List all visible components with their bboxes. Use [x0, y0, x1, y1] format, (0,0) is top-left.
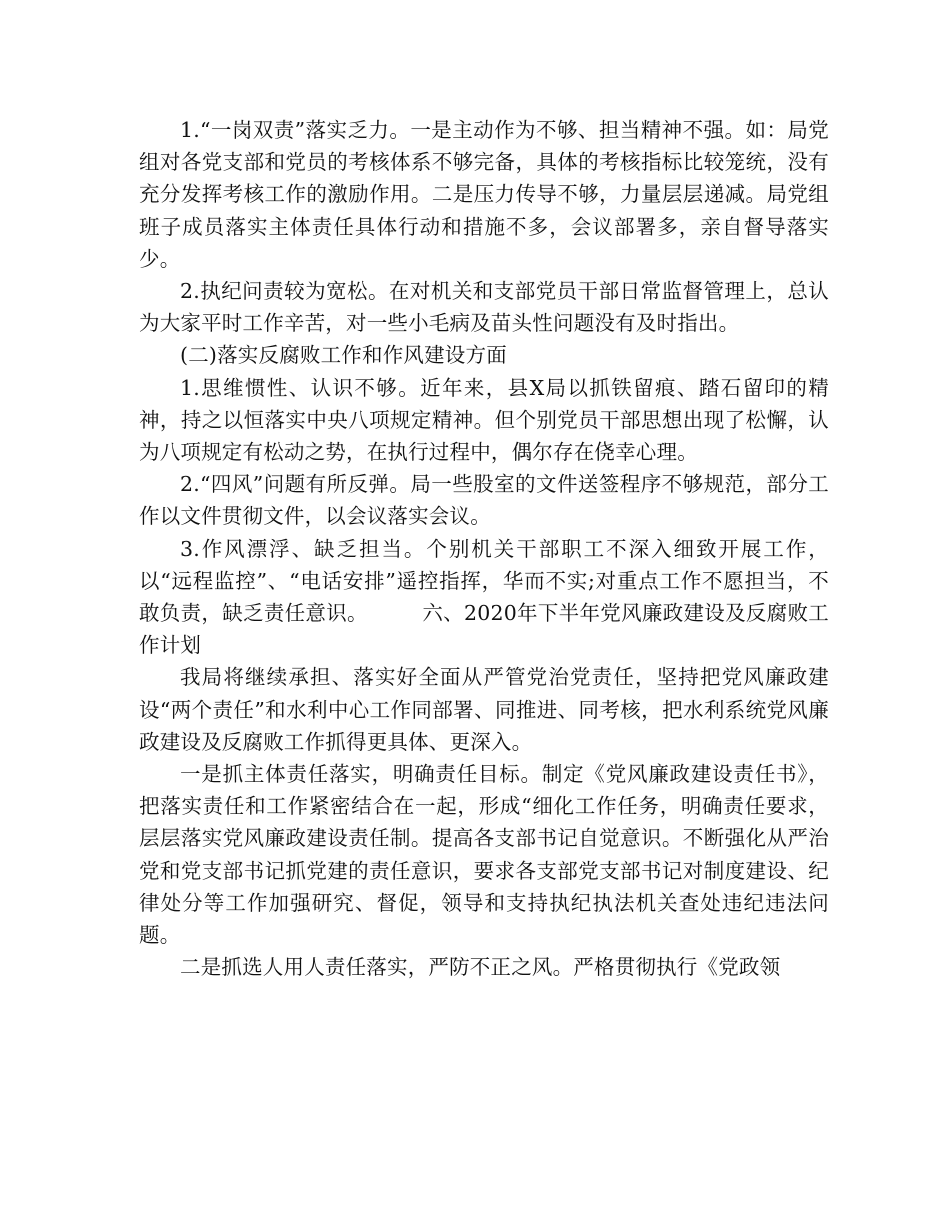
paragraph-sifeng-wenti: 2.“四风”问题有所反弹。局一些股室的文件送签程序不够规范，部分工作以文件贯彻文件，以会议落实会议。 [139, 472, 829, 529]
paragraph-yigang-shuangze: 1.“一岗双责”落实乏力。一是主动作为不够、担当精神不强。如：局党组对各党支部和党员的考核体系不够完备，具体的考核指标比较笼统，没有充分发挥考核工作的激励作用。二是压力传导不够，力量层层递减。局党组班子成员落实主体责任具体行动和措施不多，会议部署多，亲自督导落实少。 [139, 118, 829, 271]
paragraph-zuofeng-piaofu: 3.作风漂浮、缺乏担当。个别机关干部职工不深入细致开展工作，以“远程监控”、“电话安排”遥控指挥，华而不实;对重点工作不愿担当，不敢负责，缺乏责任意识。 六、2020年下半年党风廉政建设及反腐败工作计划 [139, 536, 829, 658]
paragraph-zhuti-zeren: 一是抓主体责任落实，明确责任目标。制定《党风廉政建设责任书》，把落实责任和工作紧密结合在一起，形成“细化工作任务，明确责任要求，层层落实党风廉政建设责任制。提高各支部书记自觉意识。不断强化从严治党和党支部书记抓党建的责任意识，要求各支部党支部书记对制度建设、纪律处分等工作加强研究、督促，领导和支持执纪执法机关查处违纪违法问题。 [139, 762, 829, 948]
section-heading-anti-corruption: (二)落实反腐败工作和作风建设方面 [180, 343, 507, 368]
paragraph-xuanren-yongren: 二是抓选人用人责任落实，严防不正之风。严格贯彻执行《党政领 [180, 955, 781, 980]
document-body [139, 114, 829, 983]
paragraph-zhiji-wenze: 2.执纪问责较为宽松。在对机关和支部党员干部日常监督管理上，总认为大家平时工作辛苦，对一些小毛病及苗头性问题没有及时指出。 [139, 279, 829, 336]
paragraph-siwei-guanxing: 1.思维惯性、认识不够。近年来，县X局以抓铁留痕、踏石留印的精神，持之以恒落实中央八项规定精神。但个别党员干部思想出现了松懈，认为八项规定有松动之势，在执行过程中，偶尔存在侥幸心理。 [139, 375, 829, 465]
paragraph-work-plan-intro: 我局将继续承担、落实好全面从严管党治党责任，坚持把党风廉政建设“两个责任”和水利中心工作同部署、同推进、同考核，把水利系统党风廉政建设及反腐败工作抓得更具体、更深入。 [139, 665, 829, 754]
